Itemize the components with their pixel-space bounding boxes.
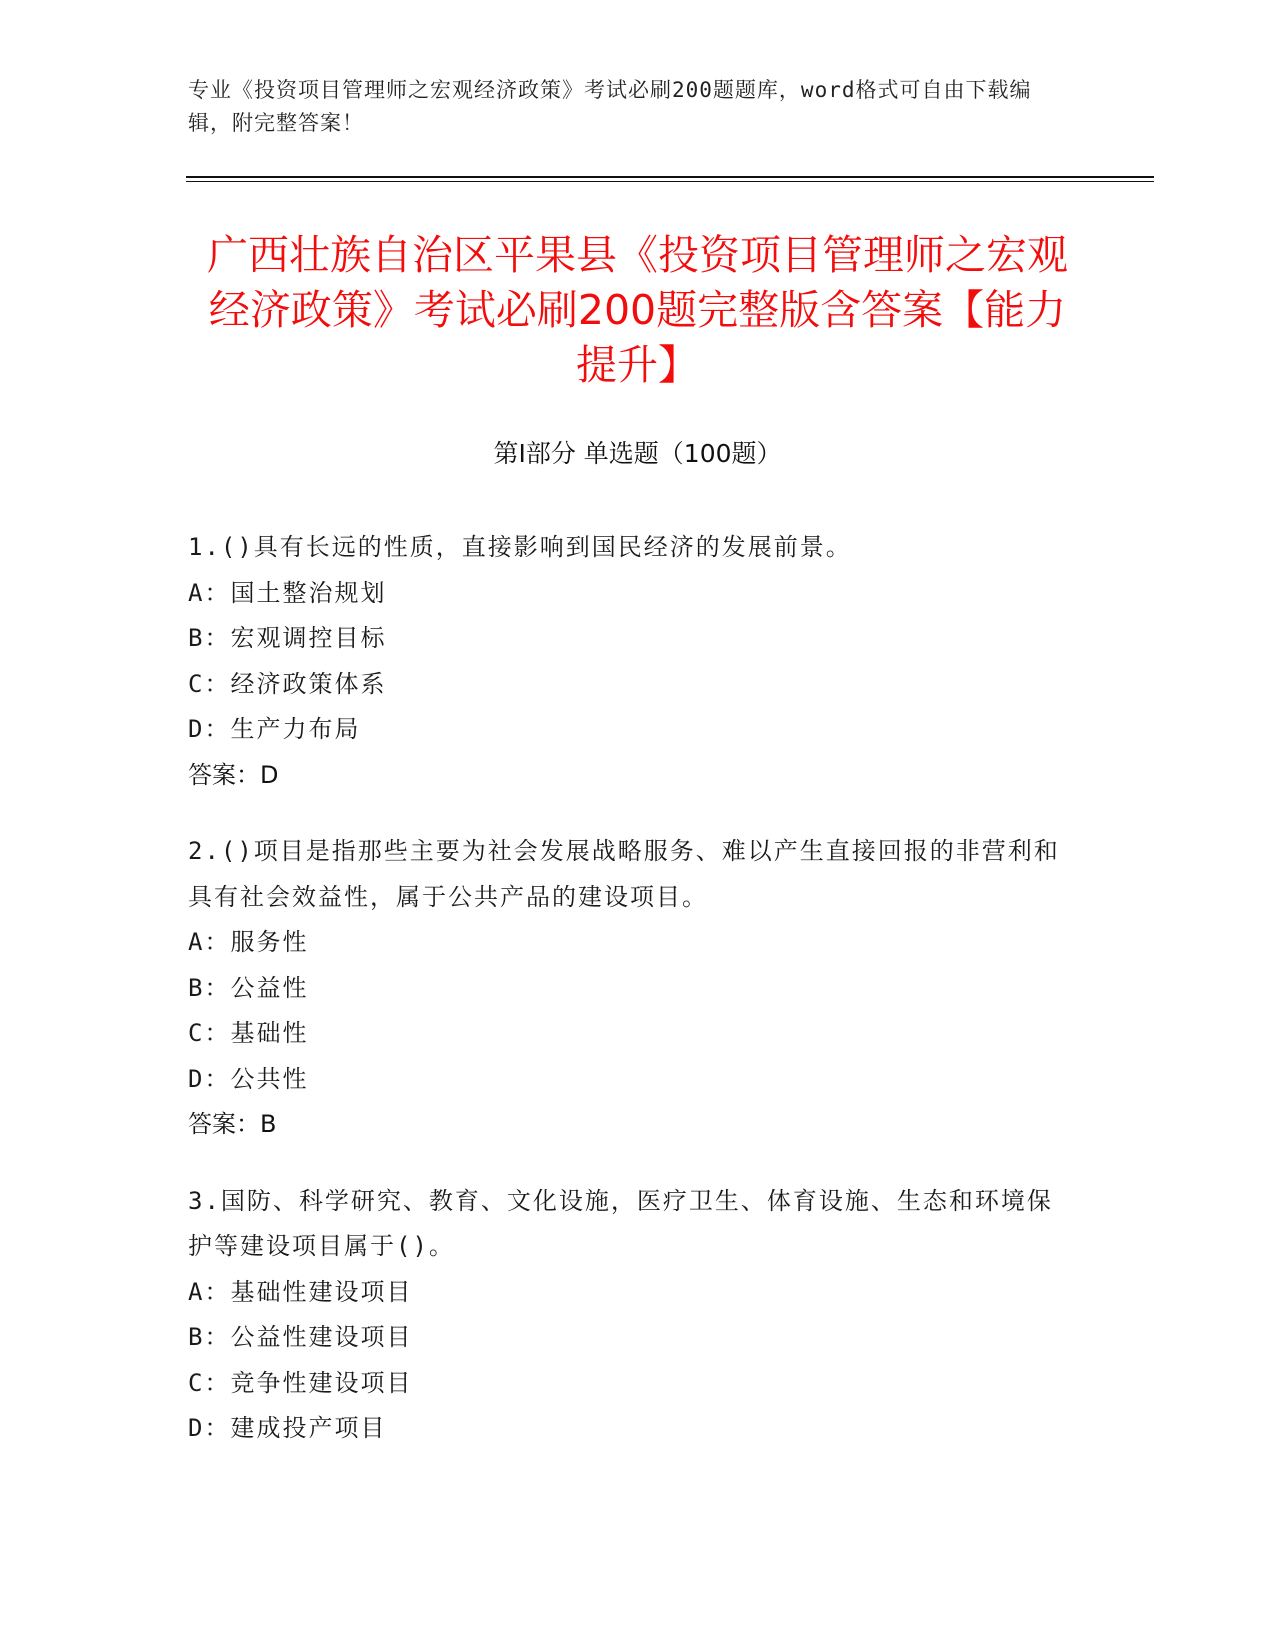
option-a: A：服务性	[188, 928, 309, 956]
document-title: 广西壮族自治区平果县《投资项目管理师之宏观经济政策》考试必刷200题完整版含答案【能力提升】	[207, 231, 1068, 389]
header-divider-thin	[186, 181, 1154, 182]
answer: 答案：B	[188, 1110, 277, 1138]
option-d: D：生产力布局	[188, 715, 361, 743]
question-list	[188, 525, 1068, 1483]
option-b: B：公益性	[188, 973, 309, 1002]
option-d: D：公共性	[188, 1064, 309, 1093]
header-note: 专业《投资项目管理师之宏观经济政策》考试必刷200题题库，word格式可自由下载编辑，附完整答案！	[188, 78, 1032, 135]
question-text: 3.国防、科学研究、教育、文化设施，医疗卫生、体育设施、生态和环境保护等建设项目属于()。	[188, 1186, 1053, 1260]
question-item	[188, 525, 1068, 798]
question-item	[188, 829, 1068, 1148]
option-d: D：建成投产项目	[188, 1414, 387, 1442]
option-b: B：公益性建设项目	[188, 1323, 413, 1351]
question-item	[188, 1179, 1068, 1452]
option-a: A：国土整治规划	[188, 578, 387, 607]
option-c: C：竞争性建设项目	[188, 1368, 413, 1397]
option-c: C：经济政策体系	[188, 669, 387, 698]
question-text: 2.()项目是指那些主要为社会发展战略服务、难以产生直接回报的非营利和具有社会效益性，属于公共产品的建设项目。	[188, 837, 1060, 911]
answer: 答案：D	[188, 760, 279, 789]
question-text: 1.()具有长远的性质，直接影响到国民经济的发展前景。	[188, 533, 852, 561]
header-divider-thick	[186, 176, 1154, 178]
section-title: 第Ⅰ部分 单选题（100题）	[493, 439, 782, 468]
option-b: B：宏观调控目标	[188, 624, 387, 652]
option-a: A：基础性建设项目	[188, 1277, 413, 1306]
option-c: C：基础性	[188, 1019, 309, 1047]
